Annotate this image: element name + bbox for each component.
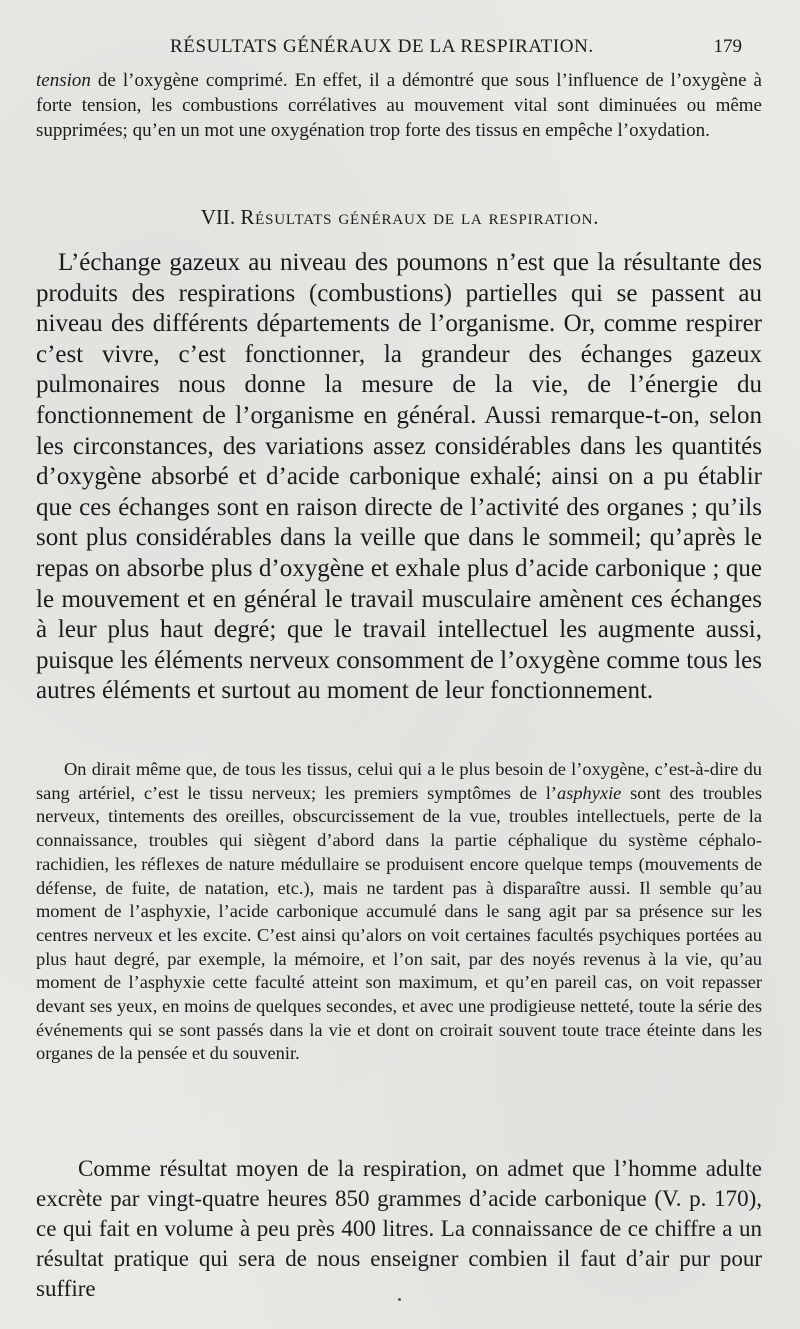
- running-head: [0, 36, 800, 60]
- section-numeral: VII.: [200, 205, 236, 229]
- intro-text: de l’oxygène comprimé. En effet, il a démontré que sous l’influence de l’oxygène à forte tension, les combustions corrélatives au mouvement vital sont diminuées ou même supprimées; qu’en un mot une oxygénation trop forte des tissus en empêche l’oxydation.: [36, 70, 762, 141]
- running-title: RÉSULTATS GÉNÉRAUX DE LA RESPIRATION.: [170, 36, 594, 57]
- intro-italic-word: tension: [36, 70, 91, 91]
- intro-paragraph: [36, 68, 762, 143]
- section-title: Résultats généraux de la respiration.: [240, 205, 600, 229]
- note-paragraph: [36, 758, 762, 1066]
- section-heading: [0, 205, 800, 230]
- main-paragraph: L’échange gazeux au niveau des poumons n’est que la résultante des produits des respirations (combustions) partielles qui se passent au niveau des différents départements de l’organisme. Or, comme respirer c’est vivre, c’est fonctionner, la grandeur des échanges gazeux pulmonaires nous donne la mesure de la vie, de l’énergie du fonctionnement de l’organisme en général. Aussi remarque-t-on, selon les circonstances, des variations assez considérables dans les quantités d’oxygène absorbé et d’acide carbonique exhalé; ainsi on a pu établir que ces échanges sont en raison directe de l’activité des organes ; qu’ils sont plus considérables dans la veille que dans le sommeil; qu’après le repas on absorbe plus d’oxygène et exhale plus d’acide carbonique ; que le mouvement et en général le travail musculaire amènent ces échanges à leur plus haut degré; que le travail intellectuel les augmente aussi, puisque les éléments nerveux consomment de l’oxygène comme tous les autres éléments et surtout au moment de leur fonctionnement.: [36, 249, 762, 705]
- note-text-after: sont des troubles nerveux, tintements des oreilles, obscurcissement de la vue, troubles intellectuels, perte de la connaissance, troubles qui siègent d’abord dans la partie céphalique du système céphalo-rachidien, les réflexes de nature médullaire se produisent encore quelque temps (mouvements de défense, de fuite, de natation, etc.), mais ne tardent pas à disparaître aussi. Il semble qu’au moment de l’asphyxie, l’acide carbonique accumulé dans le sang agit par sa présence sur les centres nerveux et les excite. C’est ainsi qu’alors on voit certaines facultés psychiques portées au plus haut degré, par exemple, la mémoire, et l’on sait, par des noyés revenus à la vie, qu’au moment de l’asphyxie cette faculté atteint son maximum, et qu’en pareil cas, on voit repasser devant ses yeux, en moins de quelques secondes, et avec une prodigieuse netteté, toute la série des événements qui se sont passés dans la vie et dont on croirait souvent toute trace éteinte dans les organes de la pensée et du souvenir.: [36, 782, 762, 1064]
- page-number: 179: [713, 36, 742, 57]
- closing-paragraph: Comme résultat moyen de la respiration, on admet que l’homme adulte excrète par vingt-quatre heures 850 grammes d’acide carbonique (V. p. 170), ce qui fait en volume à peu près 400 litres. La connaissance de ce chiffre a un résultat pratique qui sera de nous enseigner combien il faut d’air pur pour suffire: [36, 1156, 762, 1301]
- note-text-before: On dirait même que, de tous les tissus, celui qui a le plus besoin de l’oxygène, c’est-à-dire du sang artériel, c’est le tissu nerveux; les premiers symptômes de l’: [36, 759, 762, 803]
- print-speck: [398, 1298, 401, 1301]
- note-italic-term: asphyxie: [557, 782, 622, 803]
